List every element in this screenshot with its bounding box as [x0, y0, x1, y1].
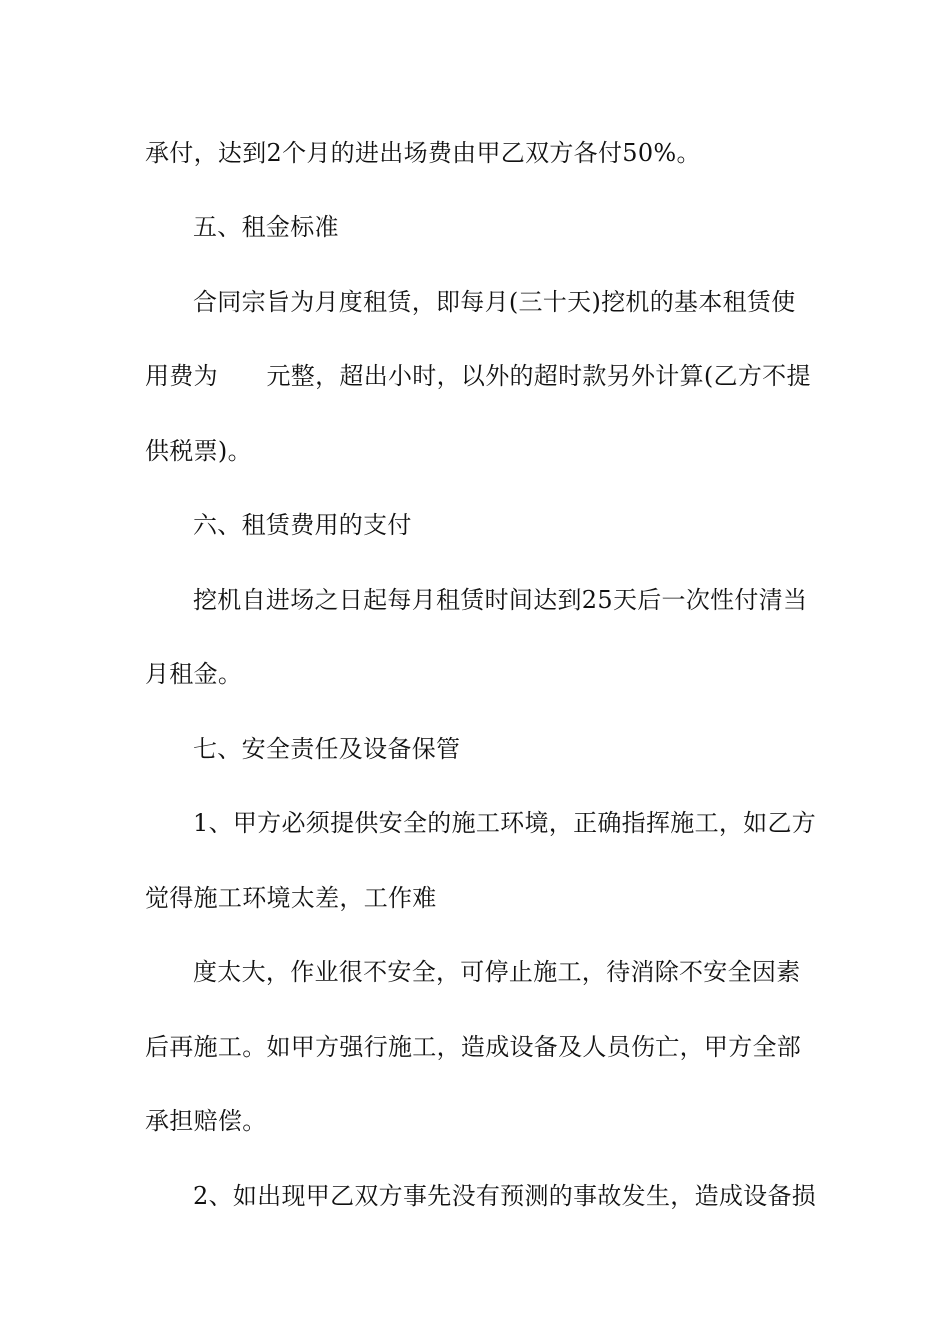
paragraph-line: 后再施工。如甲方强行施工，造成设备及人员伤亡，甲方全部: [145, 1033, 802, 1061]
paragraph-line: 1、甲方必须提供安全的施工环境，正确指挥施工，如乙方: [193, 809, 817, 837]
section-heading: 五、租金标准: [193, 213, 339, 241]
paragraph-line: 月租金。: [145, 660, 243, 688]
paragraph-line: 用费为 元整，超出小时，以外的超时款另外计算(乙方不提: [145, 362, 811, 390]
section-heading: 七、安全责任及设备保管: [193, 735, 461, 763]
paragraph-line: 承付，达到2个月的进出场费由甲乙双方各付50%。: [145, 139, 701, 167]
paragraph-line: 2、如出现甲乙双方事先没有预测的事故发生，造成设备损: [193, 1182, 817, 1210]
paragraph-line: 觉得施工环境太差，工作难: [145, 884, 437, 912]
paragraph-line: 供税票)。: [145, 437, 252, 465]
paragraph-line: 承担赔偿。: [145, 1107, 267, 1135]
paragraph-line: 度太大，作业很不安全，可停止施工，待消除不安全因素: [193, 958, 801, 986]
paragraph-line: 挖机自进场之日起每月租赁时间达到25天后一次性付清当: [193, 586, 808, 614]
section-heading: 六、租赁费用的支付: [193, 511, 412, 539]
paragraph-line: 合同宗旨为月度租赁，即每月(三十天)挖机的基本租赁使: [193, 288, 796, 316]
